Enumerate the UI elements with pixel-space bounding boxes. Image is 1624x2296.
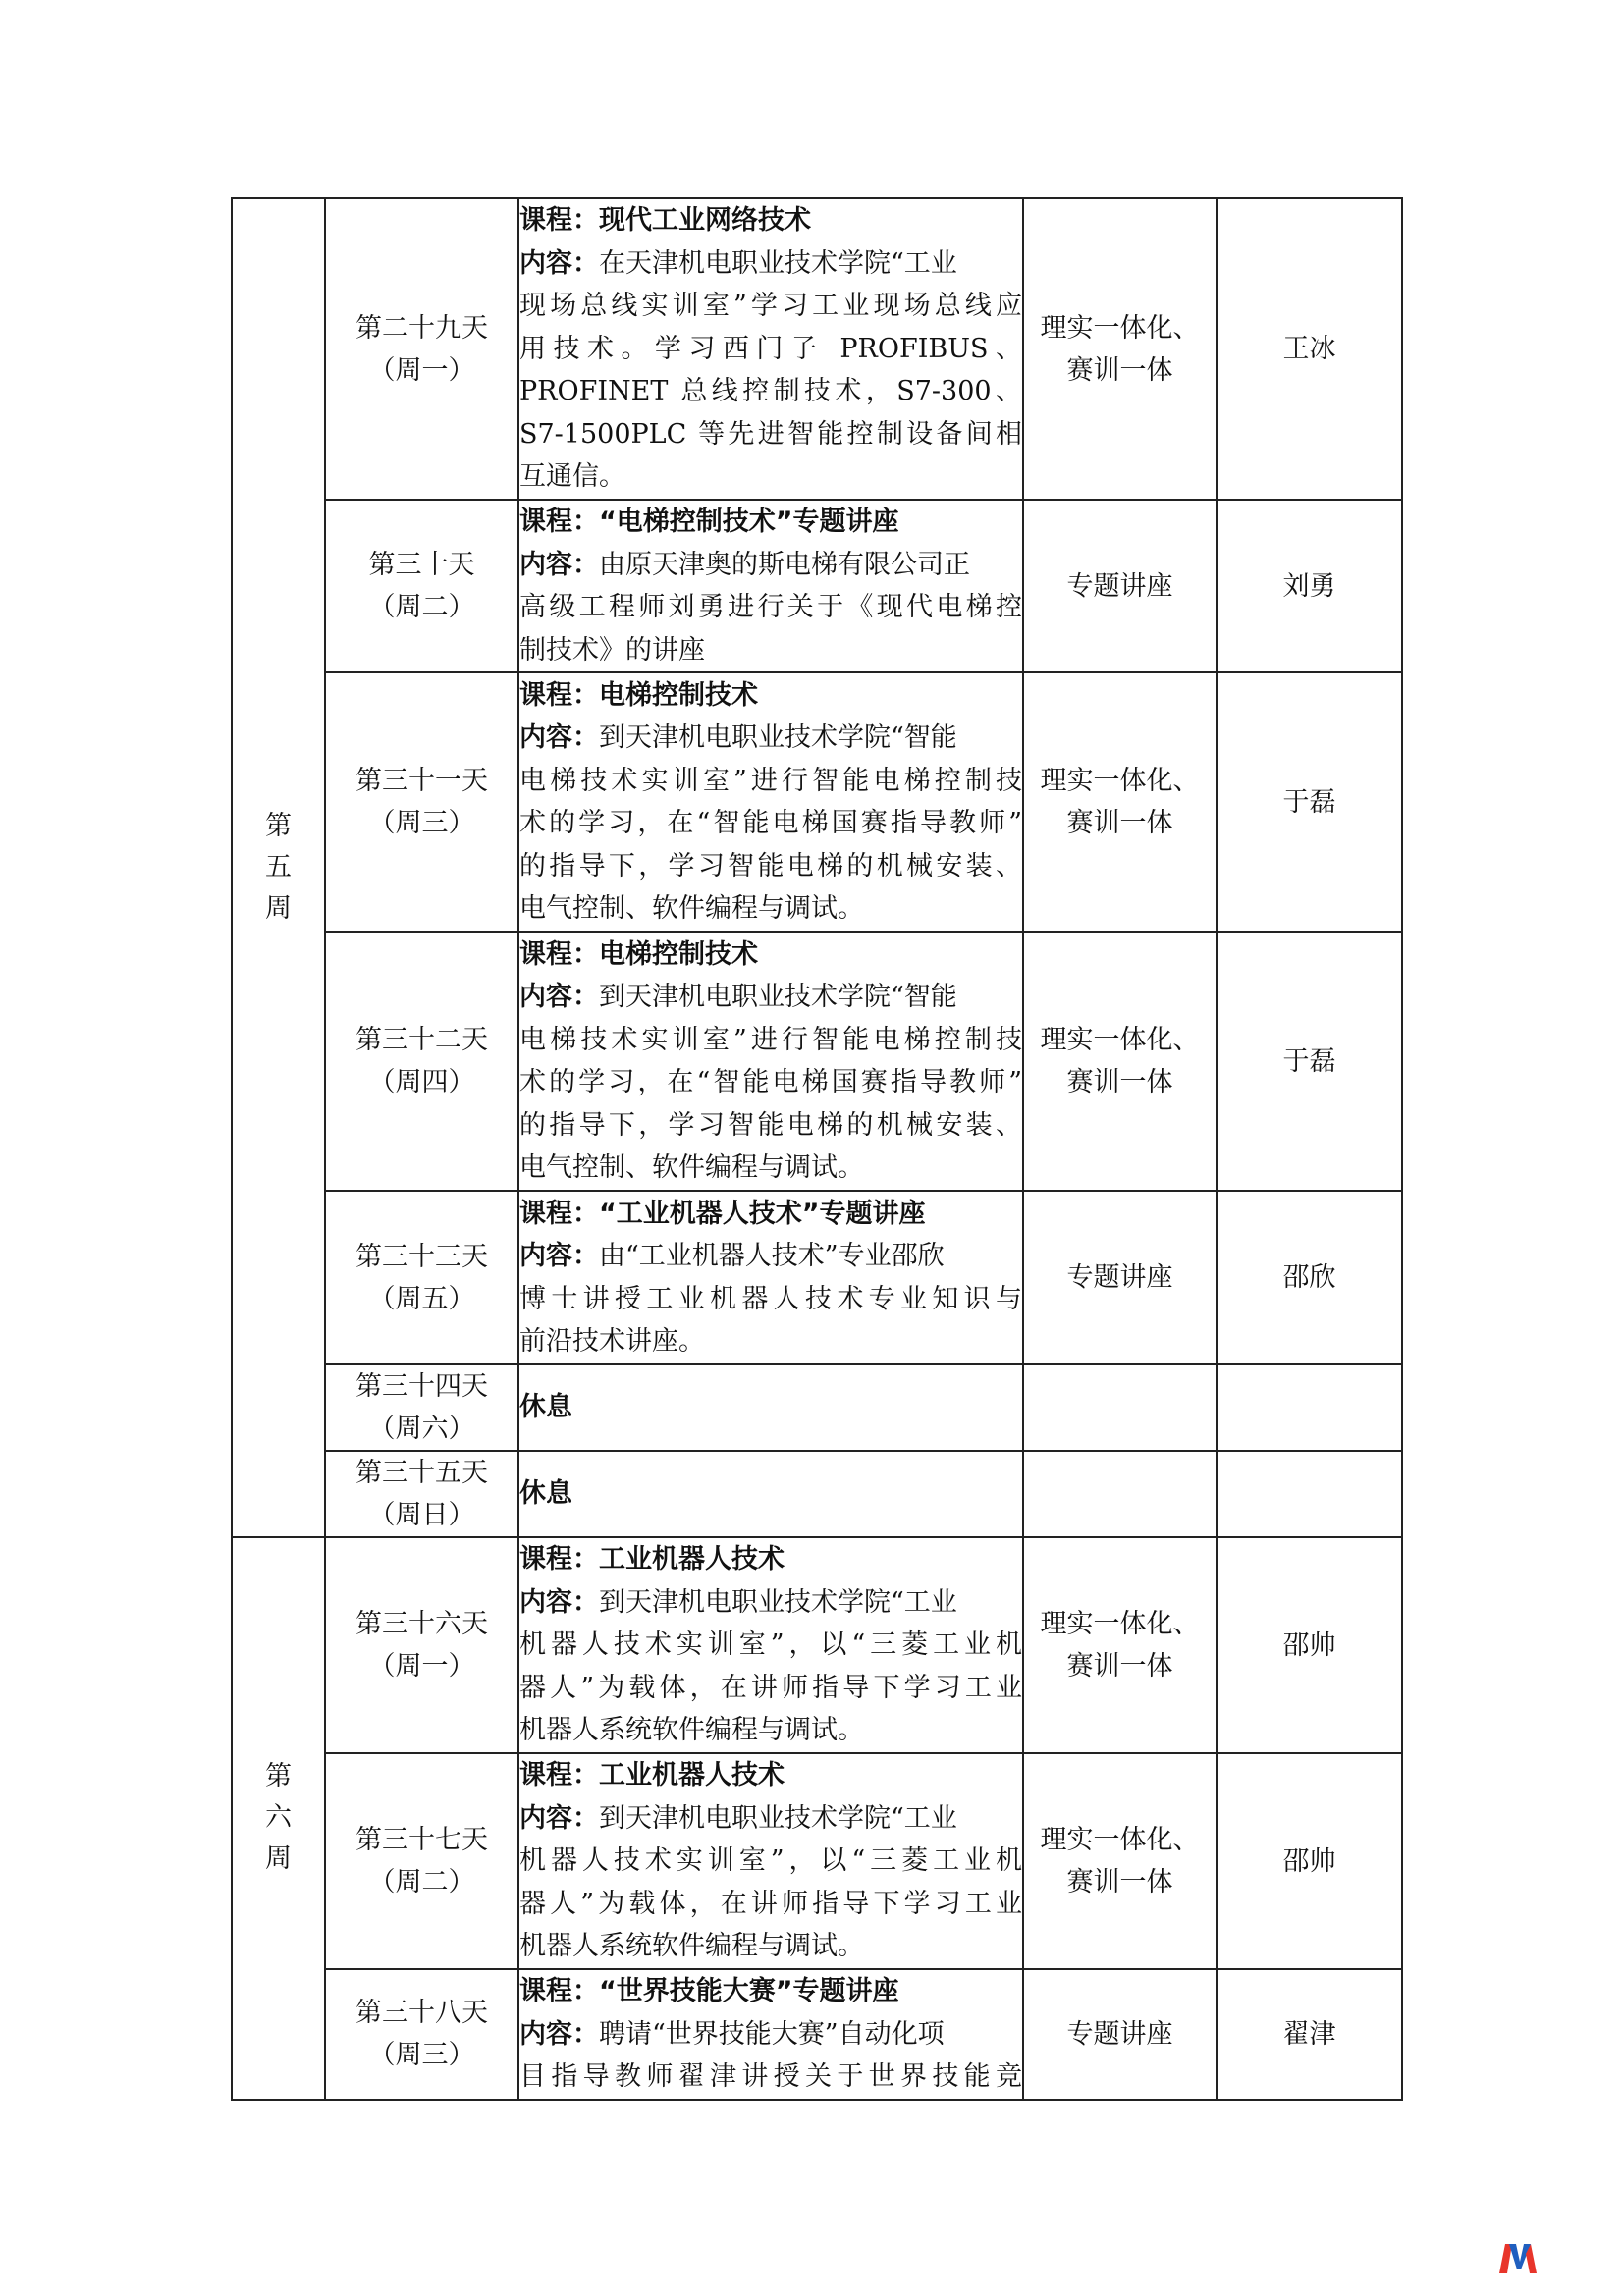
content-line: 机器人技术实训室”，以“三菱工业机 (519, 1845, 1022, 1877)
teacher-cell (1217, 932, 1402, 1191)
course-title: “电梯控制技术”专题讲座 (599, 507, 899, 537)
content-line: 到天津机电职业技术学院“智能 (599, 982, 957, 1012)
content-line: 的指导下，学习智能电梯的机械安装、 (519, 850, 1022, 881)
teacher-cell (1217, 198, 1402, 500)
method-line: 专题讲座 (1066, 1262, 1173, 1293)
weekday-label: （周五） (368, 1283, 475, 1314)
content-line: 目指导教师翟津讲授关于世界技能竞 (519, 2061, 1022, 2092)
day-label: 第二十九天 (355, 312, 488, 344)
teacher-cell (1217, 1191, 1402, 1364)
course-label: 课程： (519, 1544, 599, 1575)
content-line: 在天津机电职业技术学院“工业 (599, 247, 957, 279)
weekday-label: （周三） (368, 2040, 475, 2071)
method-line: 赛训一体 (1066, 1067, 1173, 1097)
content-line: 到天津机电职业技术学院“工业 (599, 1586, 957, 1618)
day-cell (325, 1969, 518, 2100)
course-title: 电梯控制技术 (599, 679, 758, 711)
rest-label: 休息 (519, 1392, 572, 1423)
content-label: 内容： (519, 1802, 599, 1834)
content-line: PROFINET 总线控制技术，S7-300、 (519, 376, 1022, 407)
content-line: S7-1500PLC 等先进智能控制设备间相 (519, 418, 1022, 450)
content-line: 制技术》的讲座 (519, 634, 705, 666)
table-row (232, 1364, 1402, 1451)
day-cell (325, 672, 518, 932)
content-label: 内容： (519, 982, 599, 1012)
day-label: 第三十一天 (355, 766, 488, 796)
method-cell (1023, 1753, 1217, 1969)
content-label: 内容： (519, 1586, 599, 1618)
content-cell (518, 1364, 1023, 1451)
table-row (232, 1753, 1402, 1969)
teacher-cell (1217, 1537, 1402, 1753)
course-label: 课程： (519, 679, 599, 711)
teacher-name: 王冰 (1282, 334, 1336, 364)
table-row (232, 1969, 1402, 2100)
weekday-label: （周四） (368, 1067, 475, 1097)
table-row (232, 932, 1402, 1191)
method-cell (1023, 932, 1217, 1191)
teacher-name: 刘勇 (1282, 570, 1336, 602)
content-line: 电气控制、软件编程与调试。 (519, 1152, 864, 1183)
teacher-name: 邵帅 (1282, 1845, 1336, 1877)
week-cell (232, 198, 325, 1537)
day-cell (325, 1537, 518, 1753)
method-line: 理实一体化、 (1040, 766, 1200, 796)
content-label: 内容： (519, 2018, 599, 2050)
course-label: 课程： (519, 1976, 599, 2006)
weekday-label: （周一） (368, 354, 475, 386)
content-line: 术的学习，在“智能电梯国赛指导教师” (519, 808, 1022, 838)
table-row (232, 198, 1402, 500)
table-row (232, 1451, 1402, 1537)
method-line: 理实一体化、 (1040, 1825, 1200, 1855)
weekday-label: （周日） (368, 1500, 475, 1530)
method-cell (1023, 1191, 1217, 1364)
content-cell (518, 1451, 1023, 1537)
content-line: 由“工业机器人技术”专业邵欣 (599, 1241, 945, 1271)
content-line: 机器人技术实训室”，以“三菱工业机 (519, 1629, 1022, 1661)
content-label: 内容： (519, 247, 599, 279)
content-label: 内容： (519, 1241, 599, 1271)
teacher-cell (1217, 1753, 1402, 1969)
day-cell (325, 932, 518, 1191)
content-cell (518, 198, 1023, 500)
content-line: 互通信。 (519, 461, 625, 493)
content-line: 电梯技术实训室”进行智能电梯控制技 (519, 1024, 1022, 1055)
course-title: 现代工业网络技术 (599, 205, 811, 237)
weekday-label: （周六） (368, 1414, 475, 1444)
content-line: 机器人系统软件编程与调试。 (519, 1715, 864, 1746)
teacher-name: 于磊 (1282, 786, 1336, 818)
course-label: 课程： (519, 205, 599, 237)
content-line: 用技术。学习西门子 PROFIBUS、 (519, 333, 1022, 364)
course-label: 课程： (519, 938, 599, 970)
content-line: 器人”为载体，在讲师指导下学习工业 (519, 1888, 1022, 1919)
content-cell (518, 1753, 1023, 1969)
weekday-label: （周二） (368, 592, 475, 622)
method-line: 赛训一体 (1066, 1867, 1173, 1897)
content-cell (518, 1537, 1023, 1753)
day-label: 第三十八天 (355, 1998, 488, 2029)
m-logo-icon (1497, 2240, 1539, 2275)
method-cell (1023, 198, 1217, 500)
method-cell (1023, 1537, 1217, 1753)
day-label: 第三十四天 (355, 1371, 488, 1402)
week-label: 第五周 (265, 811, 292, 924)
content-cell (518, 932, 1023, 1191)
content-line: 机器人系统软件编程与调试。 (519, 1931, 864, 1962)
table-row (232, 672, 1402, 932)
teacher-name: 邵帅 (1282, 1629, 1336, 1661)
table-row (232, 1537, 1402, 1753)
logo-left-stroke (1499, 2244, 1512, 2273)
day-cell (325, 1753, 518, 1969)
course-title: 电梯控制技术 (599, 938, 758, 970)
table-row (232, 1191, 1402, 1364)
content-line: 高级工程师刘勇进行关于《现代电梯控 (519, 592, 1022, 622)
weekday-label: （周一） (368, 1651, 475, 1682)
teacher-cell (1217, 500, 1402, 672)
content-line: 前沿技术讲座。 (519, 1326, 705, 1357)
teacher-cell (1217, 1451, 1402, 1537)
content-line: 电气控制、软件编程与调试。 (519, 893, 864, 924)
content-line: 由原天津奥的斯电梯有限公司正 (599, 549, 970, 580)
day-label: 第三十天 (368, 550, 475, 580)
content-label: 内容： (519, 722, 599, 753)
method-line: 赛训一体 (1066, 354, 1173, 386)
content-line: 器人”为载体，在讲师指导下学习工业 (519, 1672, 1022, 1703)
weekday-label: （周二） (368, 1867, 475, 1897)
method-line: 理实一体化、 (1040, 1025, 1200, 1055)
content-cell (518, 1969, 1023, 2100)
method-line: 赛训一体 (1066, 808, 1173, 838)
method-cell (1023, 1451, 1217, 1537)
course-label: 课程： (519, 1760, 599, 1791)
day-label: 第三十三天 (355, 1241, 488, 1272)
week-label: 第六周 (265, 1761, 292, 1875)
teacher-name: 翟津 (1282, 2018, 1336, 2050)
weekday-label: （周三） (368, 808, 475, 838)
method-cell (1023, 672, 1217, 932)
rest-label: 休息 (519, 1478, 572, 1510)
day-cell (325, 1364, 518, 1451)
day-cell (325, 1451, 518, 1537)
method-cell (1023, 500, 1217, 672)
day-cell (325, 500, 518, 672)
content-cell (518, 1191, 1023, 1364)
course-title: “工业机器人技术”专题讲座 (599, 1198, 926, 1229)
day-label: 第三十六天 (355, 1609, 488, 1639)
content-line: 到天津机电职业技术学院“工业 (599, 1802, 957, 1834)
course-title: “世界技能大赛”专题讲座 (599, 1976, 899, 2006)
day-cell (325, 198, 518, 500)
content-cell (518, 500, 1023, 672)
course-title: 工业机器人技术 (599, 1544, 785, 1575)
method-cell (1023, 1969, 1217, 2100)
content-line: 博士讲授工业机器人技术专业知识与 (519, 1283, 1022, 1314)
content-line: 聘请“世界技能大赛”自动化项 (599, 2018, 945, 2050)
day-label: 第三十二天 (355, 1025, 488, 1055)
teacher-cell (1217, 1364, 1402, 1451)
method-line: 专题讲座 (1066, 2018, 1173, 2050)
method-line: 专题讲座 (1066, 570, 1173, 602)
course-label: 课程： (519, 507, 599, 537)
method-line: 理实一体化、 (1040, 1609, 1200, 1639)
teacher-cell (1217, 1969, 1402, 2100)
method-line: 赛训一体 (1066, 1651, 1173, 1682)
method-cell (1023, 1364, 1217, 1451)
content-line: 现场总线实训室”学习工业现场总线应 (519, 291, 1022, 322)
day-label: 第三十五天 (355, 1458, 488, 1488)
content-line: 的指导下，学习智能电梯的机械安装、 (519, 1109, 1022, 1141)
content-label: 内容： (519, 549, 599, 580)
teacher-name: 于磊 (1282, 1045, 1336, 1077)
week-cell (232, 1537, 325, 2100)
day-cell (325, 1191, 518, 1364)
schedule-table (231, 197, 1403, 2101)
teacher-cell (1217, 672, 1402, 932)
content-line: 到天津机电职业技术学院“智能 (599, 722, 957, 753)
content-line: 电梯技术实训室”进行智能电梯控制技 (519, 765, 1022, 796)
method-line: 理实一体化、 (1040, 312, 1200, 344)
content-line: 术的学习，在“智能电梯国赛指导教师” (519, 1067, 1022, 1097)
day-label: 第三十七天 (355, 1825, 488, 1855)
table-row (232, 500, 1402, 672)
course-label: 课程： (519, 1198, 599, 1229)
content-cell (518, 672, 1023, 932)
teacher-name: 邵欣 (1282, 1262, 1336, 1293)
course-title: 工业机器人技术 (599, 1760, 785, 1791)
